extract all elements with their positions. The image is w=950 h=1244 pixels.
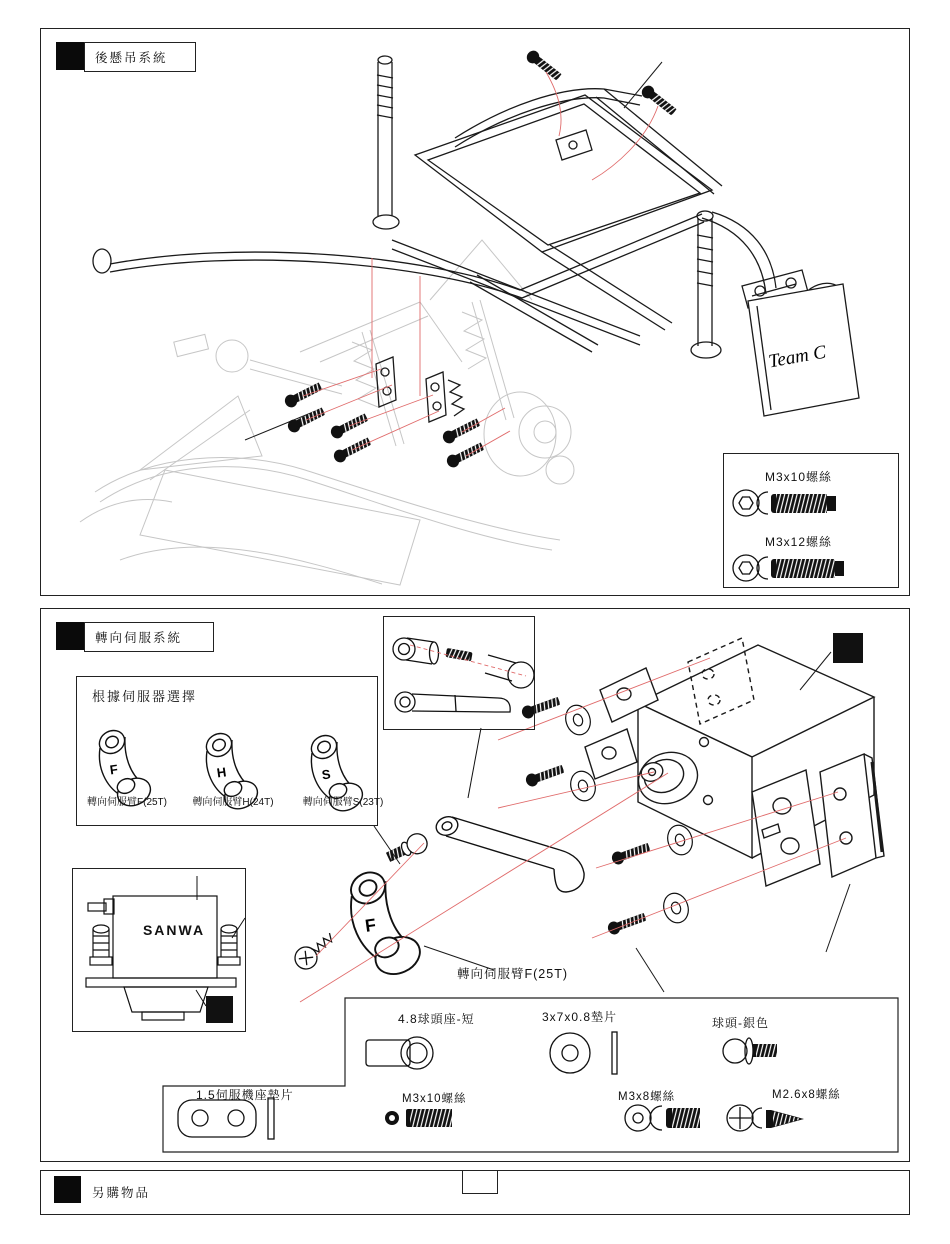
hardware-label-m3x10: M3x10螺絲 (765, 470, 833, 484)
arm-letter-h: H (215, 764, 228, 781)
linkage-inset-box (383, 616, 535, 730)
part-label-m3x10: M3x10螺絲 (402, 1093, 467, 1105)
servo-brand-label: SANWA (142, 922, 206, 938)
section-title-optional: 另購物品 (92, 1186, 151, 1200)
team-c-logo: Team C (766, 341, 828, 373)
part-label-m3x8: M3x8螺絲 (618, 1091, 676, 1103)
section-title-rear: 後懸吊系統 (84, 42, 196, 72)
sanwa-servo-box (72, 868, 246, 1032)
section-title-steering: 轉向伺服系統 (84, 622, 214, 652)
part-label-ball-silver: 球頭-銀色 (712, 1016, 769, 1030)
section-number-block (54, 1176, 81, 1203)
arm-letter-s: S (320, 766, 332, 783)
arm-letter-f: F (108, 761, 119, 778)
part-label-ball-socket: 4.8球頭座-短 (398, 1012, 475, 1026)
section-number-block (56, 42, 84, 70)
hardware-label-m3x12: M3x12螺絲 (765, 535, 833, 549)
arm-f-letter: F (363, 914, 378, 936)
assembly-arm-label: 轉向伺服臂F(25T) (457, 967, 569, 981)
arm-h-caption: 轉向伺服臂H(24T) (192, 797, 274, 808)
part-label-washer: 3x7x0.8墊片 (542, 1010, 618, 1024)
selector-title: 根據伺服器選擇 (92, 689, 198, 704)
section-number-block (56, 622, 84, 650)
arm-s-caption: 轉向伺服臂S(23T) (302, 797, 384, 808)
part-label-m26x8: M2.6x8螺絲 (772, 1089, 841, 1101)
page-tab-notch (462, 1171, 498, 1194)
arm-f-caption: 轉向伺服臂F(25T) (87, 797, 167, 808)
part-label-servo-shim: 1.5伺服機座墊片 (196, 1088, 294, 1102)
